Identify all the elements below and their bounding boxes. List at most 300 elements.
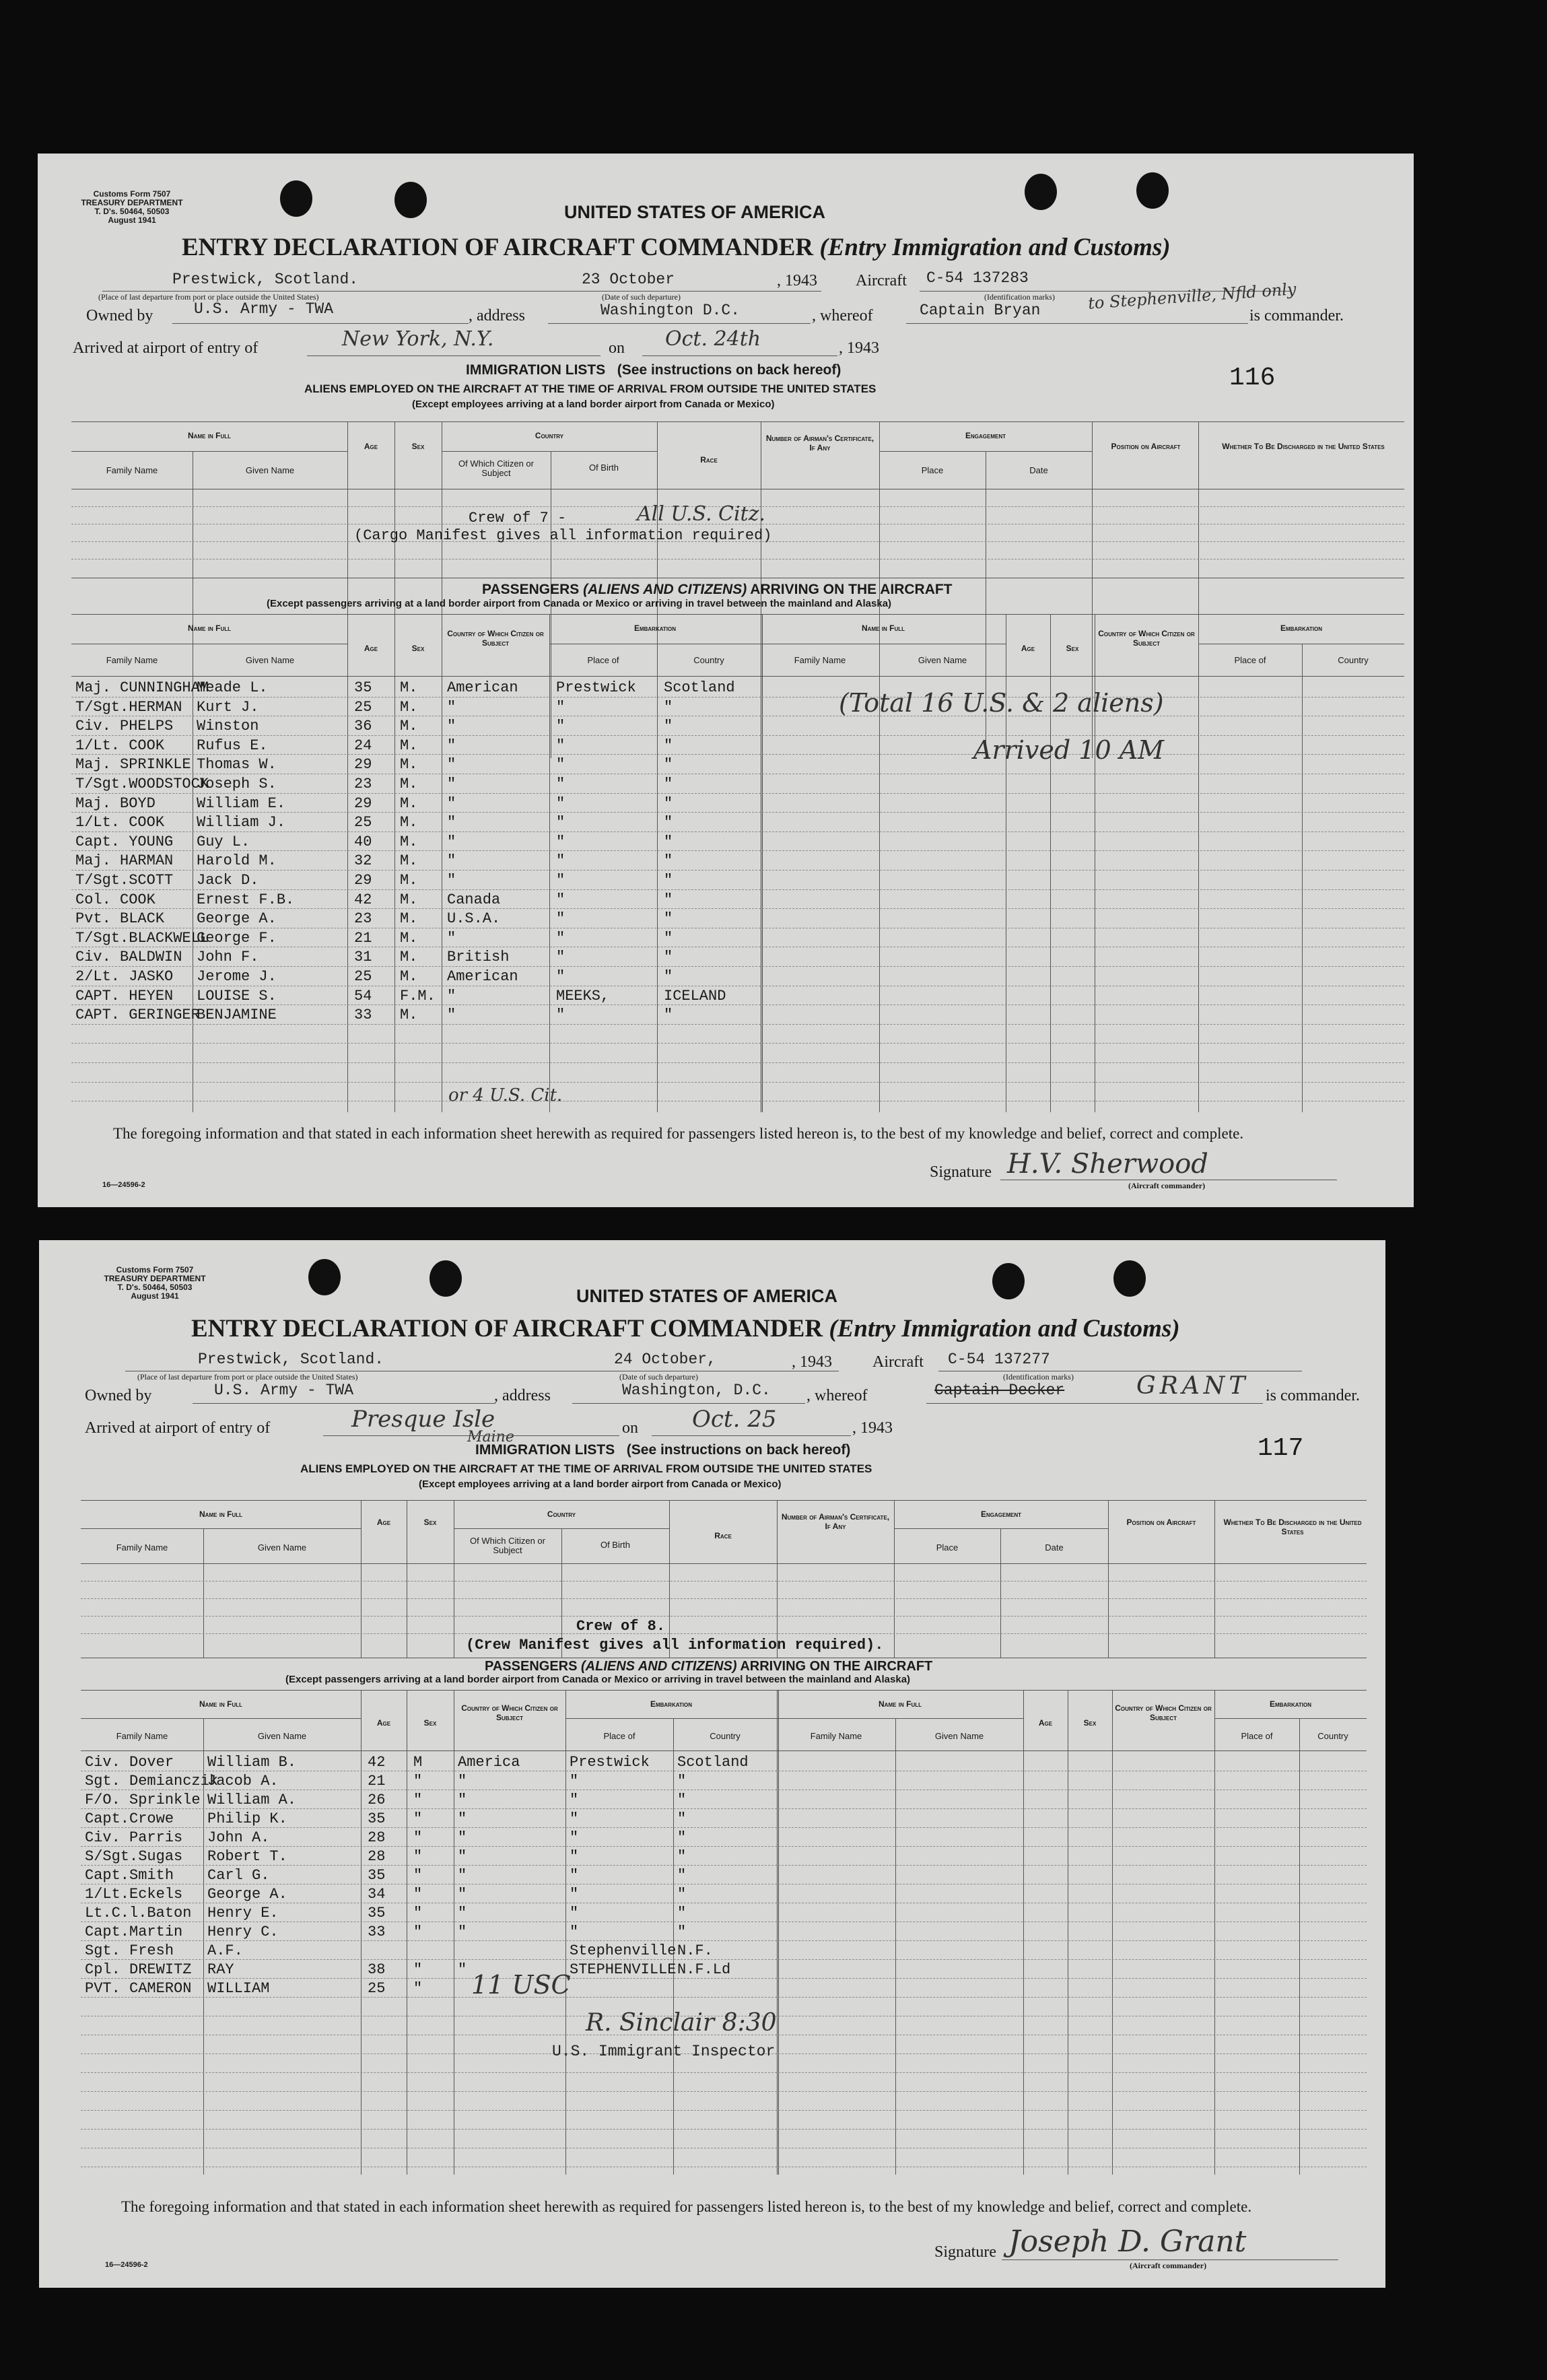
row-rule (81, 1959, 1367, 1960)
col-citizen-2: Country of Which Citizen or Subject (1115, 1703, 1212, 1722)
passenger-citizen: " (458, 1867, 467, 1884)
commander-label: is commander. (1249, 307, 1344, 325)
passenger-given: Henry E. (207, 1905, 279, 1922)
passenger-country: " (664, 949, 673, 966)
aliens-heading: ALIENS EMPLOYED ON THE AIRCRAFT AT THE TIME OF ARRIVAL FROM OUTSIDE THE UNITED STATES (300, 1462, 872, 1475)
row-rule (71, 735, 1404, 736)
usa-heading: UNITED STATES OF AMERICA (564, 202, 825, 222)
passenger-place: " (556, 756, 565, 774)
passenger-age: 25 (354, 814, 372, 831)
passenger-age: 35 (368, 1905, 386, 1922)
passenger-country: " (664, 737, 673, 754)
passenger-place: " (556, 872, 565, 889)
row-rule (81, 2129, 1367, 2130)
crew-note-2: (Cargo Manifest gives all information required) (354, 527, 772, 544)
passenger-family: CAPT. GERINGER (75, 1007, 200, 1024)
year-field: , 1943 (777, 272, 817, 290)
date-rev-label: August 1941 (108, 215, 156, 225)
col-date: Date (1045, 1542, 1064, 1553)
row-rules (81, 1750, 1367, 2175)
passenger-citizen: America (458, 1754, 520, 1771)
commander-annotation: GRANT (1136, 1372, 1249, 1400)
passenger-given: Meade L. (197, 679, 268, 696)
passenger-citizen: " (458, 1773, 467, 1790)
col-given-name-2: Given Name (918, 655, 967, 665)
row-rule (81, 1633, 1367, 1634)
col-name-in-full: Name in Full (199, 1699, 242, 1709)
passenger-family: 1/Lt. COOK (75, 814, 165, 831)
commander-annotation: to Stephenville, Nfld only (1087, 279, 1297, 313)
passenger-country: " (664, 929, 673, 947)
passenger-country: " (664, 776, 673, 792)
owned-by-label: Owned by (86, 307, 153, 325)
passenger-age: 29 (354, 794, 372, 812)
passenger-sex: M. (400, 1007, 418, 1024)
passenger-table (81, 1690, 1367, 2215)
passenger-age: 28 (368, 1848, 386, 1865)
col-birth: Of Birth (600, 1540, 631, 1550)
passenger-age: 54 (354, 987, 372, 1005)
passenger-citizen: " (458, 1905, 467, 1922)
passenger-sex: M. (400, 737, 418, 754)
passenger-sex: M. (400, 910, 418, 928)
passenger-age: 21 (368, 1773, 386, 1790)
passenger-sex: " (413, 1886, 423, 1903)
col-sex: Sex (411, 644, 425, 653)
on-label: on (622, 1419, 638, 1437)
passenger-family: F/O. Sprinkle (85, 1792, 201, 1808)
passenger-citizen: " (447, 1007, 456, 1024)
col-age: Age (376, 1718, 391, 1728)
passenger-age: 35 (368, 1810, 386, 1827)
passenger-sex: M. (400, 814, 418, 831)
col-sex: Sex (411, 442, 425, 451)
passenger-given: Joseph S. (197, 776, 277, 792)
col-age: Age (364, 644, 378, 653)
declaration-form-117 (39, 1240, 1385, 2288)
col-given-name: Given Name (245, 655, 295, 665)
passenger-place: " (556, 776, 565, 792)
col-name-in-full-2: Name in Full (862, 623, 905, 633)
passenger-place: " (556, 718, 565, 735)
row-rule (71, 754, 1404, 755)
passenger-given: George A. (207, 1886, 287, 1903)
binder-hole-1 (280, 180, 312, 217)
total-annotation: (Total 16 U.S. & 2 aliens) (839, 688, 1164, 718)
form-title (191, 1314, 1180, 1343)
row-rule (71, 870, 1404, 871)
col-age: Age (364, 442, 378, 451)
year-field: , 1943 (792, 1353, 832, 1371)
passenger-citizen: " (458, 1848, 467, 1865)
row-rule (81, 1808, 1367, 1809)
col-sex: Sex (423, 1518, 437, 1527)
td-label: T. D's. 50464, 50503 (117, 1283, 193, 1292)
row-rule (81, 1846, 1367, 1847)
date-rev-label: August 1941 (131, 1291, 179, 1301)
passengers-except: (Except passengers arriving at a land border airport from Canada or Mexico or arriving in travel between the mainland and Alaska) (267, 598, 892, 609)
crew-note-2: (Crew Manifest gives all information required). (466, 1637, 884, 1654)
col-embarkation: Embarkation (633, 623, 677, 633)
passenger-family: S/Sgt.Sugas (85, 1848, 183, 1865)
passengers-heading: PASSENGERS (ALIENS AND CITIZENS) ARRIVING ON THE AIRCRAFT (485, 1659, 933, 1674)
passenger-sex: M. (400, 929, 418, 947)
aliens-except: (Except employees arriving at a land border airport from Canada or Mexico) (412, 399, 775, 410)
arrived-annotation: Arrived 10 AM (973, 735, 1165, 765)
passenger-country: " (677, 1924, 687, 1940)
binder-hole-1 (308, 1259, 341, 1295)
passenger-place: " (570, 1792, 579, 1808)
passenger-citizen: British (447, 949, 510, 966)
col-citizen: Country of Which Citizen or Subject (447, 629, 544, 648)
binder-hole-3 (1025, 174, 1057, 210)
arrival-year: , 1943 (852, 1419, 893, 1437)
col-citizen-2: Country of Which Citizen or Subject (1098, 629, 1195, 648)
passenger-citizen: " (458, 1961, 467, 1978)
col-sex-2: Sex (1066, 644, 1079, 653)
col-place-of-2: Place of (1234, 655, 1266, 665)
passenger-age: 33 (354, 1007, 372, 1024)
row-rule (71, 1062, 1404, 1063)
col-race: Race (714, 1531, 732, 1540)
table-rule (81, 1718, 361, 1719)
immigration-lists-heading: IMMIGRATION LISTS (See instructions on back hereof) (475, 1442, 851, 1458)
table-rule (894, 1528, 1108, 1529)
passenger-given: Robert T. (207, 1848, 287, 1865)
owned-by-value: U.S. Army - TWA (214, 1382, 354, 1399)
passenger-country: " (664, 718, 673, 735)
passenger-given: BENJAMINE (197, 1007, 277, 1024)
certification-text: The foregoing information and that stated in each information sheet herewith as required for passengers listed hereon is, to the best of my knowledge and belief, correct and complete. (113, 1125, 1244, 1142)
passenger-sex: M. (400, 776, 418, 792)
table-rule (565, 1718, 777, 1719)
col-given-name: Given Name (257, 1731, 307, 1741)
passenger-given: A.F. (207, 1942, 243, 1959)
passenger-given: Winston (197, 718, 259, 735)
col-embarkation-2: Embarkation (1269, 1699, 1312, 1709)
passenger-age: 42 (354, 891, 372, 908)
passenger-citizen: " (447, 737, 456, 754)
passenger-place: " (570, 1905, 579, 1922)
aliens-heading: ALIENS EMPLOYED ON THE AIRCRAFT AT THE TIME OF ARRIVAL FROM OUTSIDE THE UNITED STATES (304, 382, 876, 395)
passenger-family: Col. COOK (75, 891, 156, 908)
passenger-given: Carl G. (207, 1867, 270, 1884)
passenger-sex: M. (400, 891, 418, 908)
table-rule (71, 421, 1404, 422)
passenger-age: 26 (368, 1792, 386, 1808)
passenger-sex: " (413, 1773, 423, 1790)
passenger-country: " (664, 756, 673, 774)
passenger-citizen: " (447, 718, 456, 735)
date-caption: (Date of such departure) (602, 292, 681, 302)
col-place-of: Place of (587, 655, 619, 665)
certification-text: The foregoing information and that stated in each information sheet herewith as required for passengers listed hereon is, to the best of my knowledge and belief, correct and complete. (121, 2198, 1252, 2215)
binder-hole-2 (429, 1260, 462, 1297)
passenger-given: George F. (197, 929, 277, 947)
passenger-country: " (664, 852, 673, 870)
address-value: Washington D.C. (600, 302, 741, 319)
col-name-in-full: Name in Full (188, 623, 231, 633)
passenger-sex: " (413, 1829, 423, 1846)
table-rule (81, 1563, 1367, 1564)
customs-form-label: Customs Form 7507 (93, 189, 171, 199)
arrival-airport: New York, N.Y. (342, 327, 494, 351)
table-rule (777, 1718, 1023, 1719)
col-discharged: Whether To Be Discharged in the United States (1223, 1518, 1362, 1536)
whereof-label: , whereof (812, 307, 873, 325)
passenger-citizen: " (447, 698, 456, 716)
passenger-country: " (677, 1867, 687, 1884)
table-rule (81, 1690, 1367, 1691)
passenger-family: Maj. SPRINKLE (75, 756, 191, 774)
crew-note: Crew of 8. (576, 1618, 666, 1635)
passenger-age: 28 (368, 1829, 386, 1846)
passenger-country: " (664, 1007, 673, 1024)
usa-heading: UNITED STATES OF AMERICA (576, 1286, 837, 1306)
passenger-citizen: " (447, 872, 456, 889)
passenger-family: T/Sgt.SCOTT (75, 872, 174, 889)
passenger-family: Civ. Parris (85, 1829, 183, 1846)
col-age-2: Age (1038, 1718, 1053, 1728)
ident-caption: (Identification marks) (1003, 1372, 1074, 1382)
row-rule (81, 1827, 1367, 1828)
owned-by-label: Owned by (85, 1387, 152, 1404)
passenger-age: 34 (368, 1886, 386, 1903)
passenger-given: Kurt J. (197, 698, 259, 716)
passenger-given: William E. (197, 794, 286, 812)
row-rule (71, 1043, 1404, 1044)
passenger-family: 2/Lt. JASKO (75, 968, 174, 985)
col-family-name: Family Name (116, 1731, 168, 1741)
table-rule (879, 451, 1092, 452)
passenger-place: " (570, 1810, 579, 1827)
col-airman: Number of Airman's Certificate, If Any (781, 1512, 890, 1531)
crew-table (81, 1500, 1367, 1662)
col-given-name: Given Name (257, 1542, 307, 1553)
passenger-sex: M. (400, 756, 418, 774)
passenger-country: N.F.Ld (677, 1961, 731, 1978)
declaration-form-116 (38, 154, 1414, 1207)
passenger-country: " (677, 1829, 687, 1846)
table-rule (81, 1500, 1367, 1501)
passenger-place: " (556, 910, 565, 928)
col-citizen: Of Which Citizen or Subject (458, 458, 534, 478)
form-number: 16—24596-2 (102, 1181, 145, 1189)
commander-value: Captain Decker (934, 1382, 1065, 1399)
row-rule (81, 1940, 1367, 1941)
passenger-given: Harold M. (197, 852, 277, 870)
col-place-of-2: Place of (1241, 1731, 1273, 1741)
signature-caption: (Aircraft commander) (1130, 2261, 1207, 2270)
binder-hole-4 (1113, 1260, 1146, 1297)
passenger-citizen: " (458, 1810, 467, 1827)
passenger-place: " (570, 1924, 579, 1940)
col-country: Country (693, 655, 724, 665)
table-rule (71, 451, 347, 452)
commander-label: is commander. (1266, 1387, 1360, 1404)
col-race: Race (700, 455, 718, 465)
form-header-block (88, 1266, 222, 1301)
col-position: Position on Aircraft (1111, 442, 1181, 451)
passenger-age: 31 (354, 949, 372, 966)
title-main: ENTRY DECLARATION OF AIRCRAFT COMMANDER (182, 234, 814, 261)
passenger-age: 33 (368, 1924, 386, 1940)
col-discharged: Whether To Be Discharged in the United States (1222, 442, 1385, 451)
on-label: on (609, 339, 625, 357)
departure-place: Prestwick, Scotland. (172, 271, 359, 288)
passenger-place: " (556, 891, 565, 908)
passenger-place: " (556, 814, 565, 831)
whereof-label: , whereof (806, 1387, 868, 1404)
col-citizen: Country of Which Citizen or Subject (461, 1703, 558, 1722)
col-country-2: Country (1317, 1731, 1348, 1741)
passenger-citizen: " (447, 756, 456, 774)
passenger-place: " (556, 929, 565, 947)
passenger-family: PVT. CAMERON (85, 1980, 192, 1997)
row-rule (71, 793, 1404, 794)
row-rule (81, 2091, 1367, 2092)
passenger-family: 1/Lt.Eckels (85, 1886, 183, 1903)
address-value: Washington, D.C. (622, 1382, 771, 1399)
aircraft-label: Aircraft (872, 1353, 924, 1371)
passenger-family: T/Sgt.HERMAN (75, 698, 182, 716)
passenger-age: 35 (354, 679, 372, 696)
col-name-in-full-2: Name in Full (879, 1699, 922, 1709)
customs-form-label: Customs Form 7507 (116, 1265, 194, 1274)
rule-line (642, 355, 837, 356)
passenger-place: Prestwick (570, 1754, 650, 1771)
departure-date: 24 October, (614, 1351, 716, 1368)
place-caption: (Place of last departure from port or place outside the United States) (98, 292, 319, 302)
passenger-place: " (570, 1773, 579, 1790)
form-number: 16—24596-2 (105, 2261, 148, 2269)
passenger-sex: M. (400, 833, 418, 850)
passenger-given: John A. (207, 1829, 270, 1846)
passenger-sex: M (413, 1754, 423, 1771)
row-rule (71, 889, 1404, 890)
passenger-citizen: " (447, 987, 456, 1005)
passenger-age: 23 (354, 910, 372, 928)
row-rule (71, 1082, 1404, 1083)
passenger-country: " (664, 910, 673, 928)
passenger-sex: M. (400, 968, 418, 985)
passenger-place: " (556, 833, 565, 850)
passenger-family: Sgt. Fresh (85, 1942, 174, 1959)
passenger-place: " (556, 737, 565, 754)
rule-line (307, 355, 600, 356)
passenger-place: " (556, 1007, 565, 1024)
passenger-age: 29 (354, 872, 372, 889)
citizens-annotation: or 4 U.S. Cit. (448, 1085, 563, 1106)
row-rule (81, 2110, 1367, 2111)
row-rule (81, 1997, 1367, 1998)
passenger-given: George A. (197, 910, 277, 928)
passenger-age: 25 (354, 968, 372, 985)
ident-caption: (Identification marks) (984, 292, 1055, 302)
col-age: Age (376, 1518, 391, 1527)
address-label: , address (494, 1387, 551, 1404)
rule-line (548, 323, 811, 324)
arrived-label: Arrived at airport of entry of (85, 1419, 271, 1437)
passenger-place: " (570, 1886, 579, 1903)
passenger-sex: F.M. (400, 987, 436, 1005)
col-name-in-full: Name in Full (199, 1509, 242, 1519)
row-rule (71, 966, 1404, 967)
passenger-family: 1/Lt. COOK (75, 737, 165, 754)
passenger-family: Maj. CUNNINGHAM (75, 679, 209, 696)
passenger-age: 40 (354, 833, 372, 850)
passenger-citizen: " (458, 1924, 467, 1940)
departure-place: Prestwick, Scotland. (198, 1351, 384, 1368)
col-family-name-2: Family Name (810, 1731, 862, 1741)
row-rule (81, 1616, 1367, 1617)
passenger-given: Thomas W. (197, 756, 277, 774)
col-country: Country (547, 1509, 576, 1519)
col-country-2: Country (1338, 655, 1369, 665)
passenger-age: 25 (368, 1980, 386, 1997)
col-country: Country (535, 431, 564, 440)
rule-line (193, 1403, 495, 1404)
passenger-sex: " (413, 1905, 423, 1922)
col-sex-2: Sex (1083, 1718, 1097, 1728)
aliens-except: (Except employees arriving at a land border airport from Canada or Mexico) (419, 1478, 782, 1490)
passenger-given: Jacob A. (207, 1773, 279, 1790)
signature-line (1002, 2259, 1338, 2260)
passenger-country: " (677, 1848, 687, 1865)
passenger-citizen: " (447, 833, 456, 850)
col-engagement: Engagement (965, 431, 1006, 440)
passenger-citizen: American (447, 968, 518, 985)
col-engagement: Engagement (980, 1509, 1021, 1519)
date-caption: (Date of such departure) (619, 1372, 698, 1382)
passenger-age: 29 (354, 756, 372, 774)
passenger-country: " (677, 1905, 687, 1922)
passenger-place: STEPHENVILLE (570, 1961, 677, 1978)
passenger-place: MEEKS, (556, 987, 610, 1005)
commander-signature: Joseph D. Grant (1008, 2224, 1247, 2259)
table-rule (1214, 1718, 1367, 1719)
col-country: Country (710, 1731, 741, 1741)
row-rule (71, 908, 1404, 909)
passenger-country: " (664, 794, 673, 812)
title-paren: (Entry Immigration and Customs) (819, 234, 1171, 261)
signature-caption: (Aircraft commander) (1128, 1181, 1206, 1190)
form-title (182, 233, 1171, 262)
arrival-state: Maine (467, 1429, 514, 1446)
aircraft-id: C-54 137283 (926, 269, 1029, 287)
passenger-family: T/Sgt.WOODSTOCK (75, 776, 209, 792)
passenger-given: John F. (197, 949, 259, 966)
passenger-age: 24 (354, 737, 372, 754)
passenger-sex: " (413, 1867, 423, 1884)
passenger-place: " (570, 1848, 579, 1865)
passenger-given: Guy L. (197, 833, 250, 850)
td-label: T. D's. 50464, 50503 (94, 207, 170, 216)
passenger-age: 32 (354, 852, 372, 870)
passenger-age: 25 (354, 698, 372, 716)
sheet-number: 117 (1258, 1434, 1304, 1463)
passenger-place: " (556, 698, 565, 716)
row-rule (71, 812, 1404, 813)
passenger-given: WILLIAM (207, 1980, 270, 1997)
passenger-citizen: " (458, 1886, 467, 1903)
aircraft-id: C-54 137277 (948, 1351, 1050, 1368)
passenger-table (71, 614, 1404, 1153)
passenger-age: 23 (354, 776, 372, 792)
passenger-citizen: " (447, 814, 456, 831)
passenger-sex: M. (400, 698, 418, 716)
col-date: Date (1029, 465, 1048, 475)
